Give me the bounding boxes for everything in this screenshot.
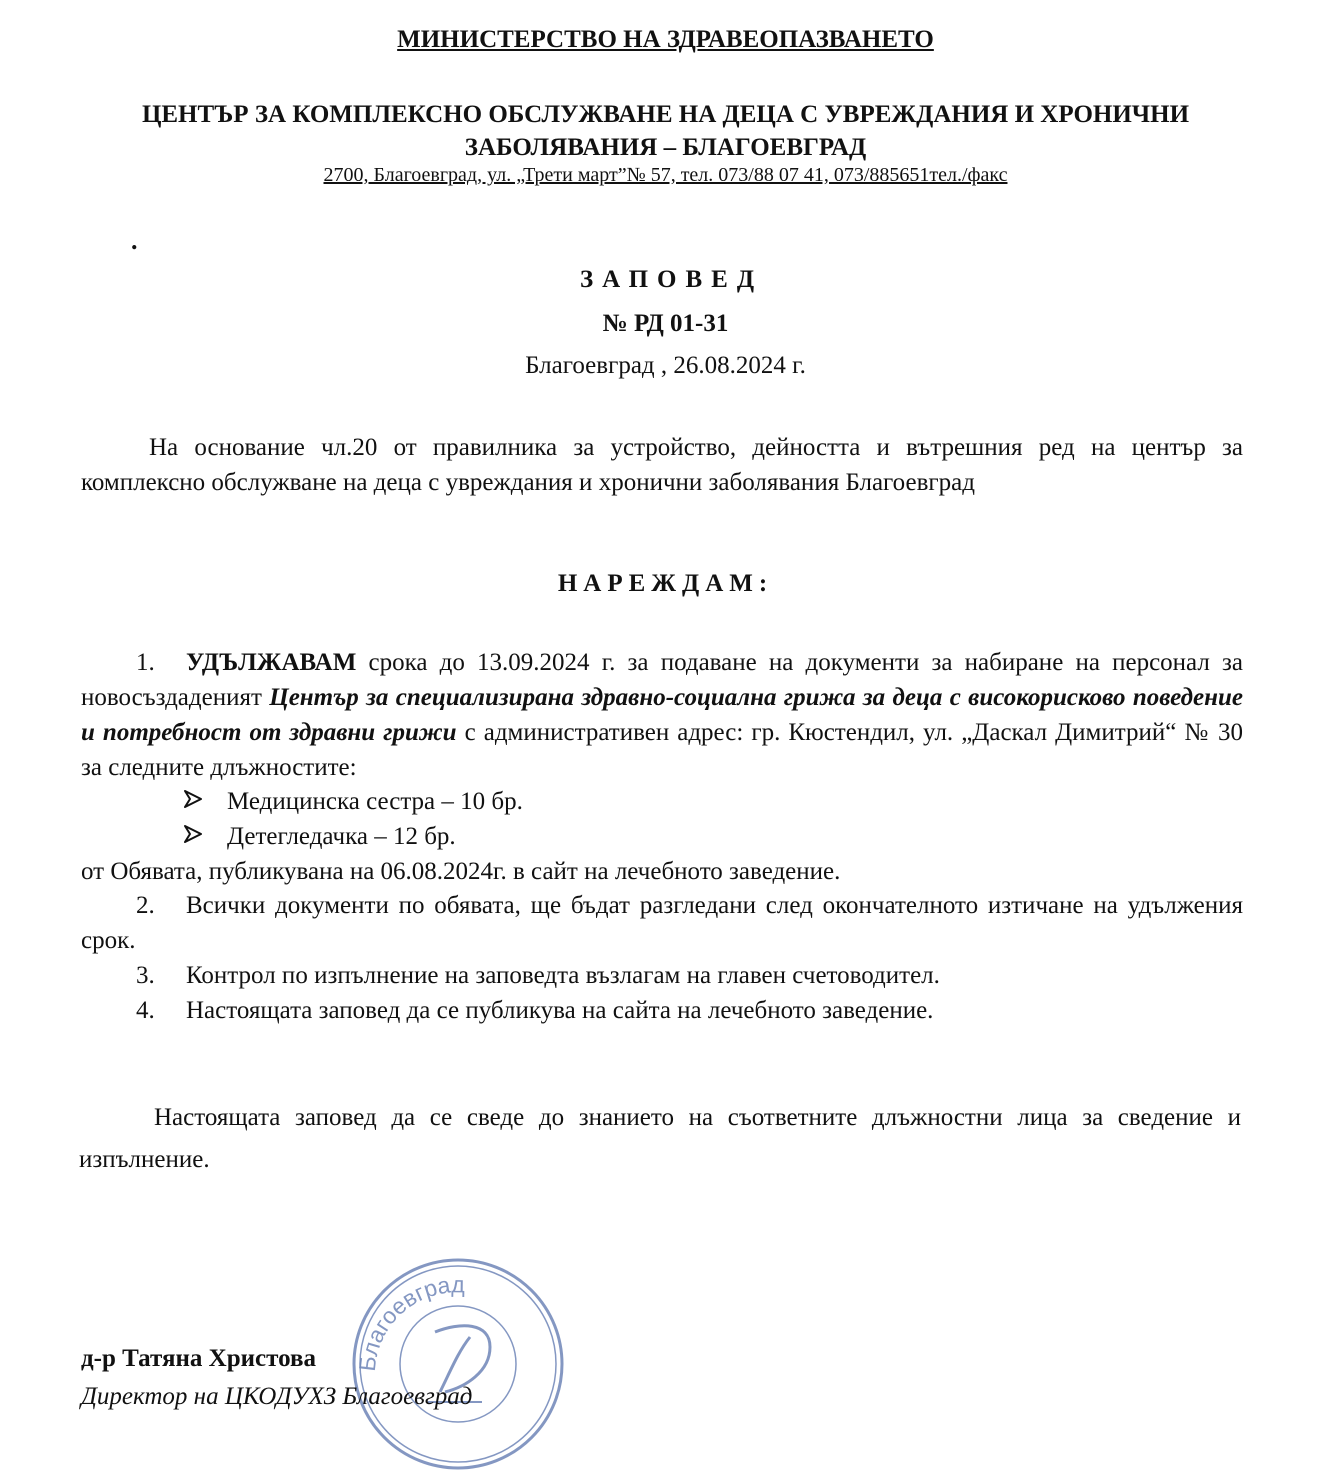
item-text: Настоящата заповед да се публикува на сайта на лечебното заведение. xyxy=(186,997,934,1024)
item-text: Контрол по изпълнение на заповедта възлагам на главен счетоводител. xyxy=(186,962,940,989)
order-item-2 xyxy=(81,888,1243,958)
center-name-heading xyxy=(0,98,1331,164)
center-name-line-2: ЗАБОЛЯВАНИЯ – БЛАГОЕВГРАД xyxy=(464,134,867,161)
address-line: 2700, Благоевград, ул. „Трети март”№ 57, тел. 073/88 07 41, 073/885651тел./факс xyxy=(323,164,1008,186)
item-text: срока до 13.09.2024 г. за подаване на документи за набиране на персонал за новосъздаденият xyxy=(81,649,1243,711)
order-item-1 xyxy=(81,645,1243,785)
item-verb: УДЪЛЖАВАМ xyxy=(186,649,357,676)
center-name-line-1: ЦЕНТЪР ЗА КОМПЛЕКСНО ОБСЛУЖВАНЕ НА ДЕЦА С УВРЕЖДАНИЯ И ХРОНИЧНИ xyxy=(141,101,1190,128)
order-item-3 xyxy=(81,958,1243,993)
publication-reference: от Обявата, публикувана на 06.08.2024г. в сайт на лечебното заведение. xyxy=(81,858,841,885)
stray-mark: . xyxy=(131,226,138,255)
signatory-title: Директор на ЦКОДУХЗ Благоевград xyxy=(81,1383,473,1410)
item-text: с административен адрес: гр. Кюстендил, ул. „Даскал Димитрий“ № 30 за следните длъжностите: xyxy=(81,719,1243,781)
order-item-4 xyxy=(81,993,1243,1028)
position-label: Медицинска сестра – 10 бр. xyxy=(227,788,523,815)
closing-paragraph: Настоящата заповед да се сведе до знанието на съответните длъжностни лица за сведение и изпълнение. xyxy=(79,1104,1241,1173)
item-number: 1. xyxy=(136,649,155,676)
decree-heading: НАРЕЖДАМ: xyxy=(557,570,774,597)
order-place-date: Благоевград , 26.08.2024 г. xyxy=(525,352,806,379)
arrow-bullet-icon xyxy=(183,784,227,819)
item-number: 4. xyxy=(136,997,155,1024)
legal-basis-paragraph: На основание чл.20 от правилника за устройство, дейността и вътрешния ред на център за комплексно обслужване на деца с увреждания и хронични заболявания Благоевград xyxy=(81,434,1243,496)
ministry-heading: МИНИСТЕРСТВО НА ЗДРАВЕОПАЗВАНЕТО xyxy=(397,26,934,53)
stamp-arc-text: Благоевград xyxy=(353,1271,465,1373)
order-title: ЗАПОВЕД xyxy=(579,266,764,293)
svg-text:Благоевград xyxy=(354,1271,466,1372)
position-label: Детегледачка – 12 бр. xyxy=(227,823,456,850)
official-stamp xyxy=(340,1252,570,1472)
item-number: 3. xyxy=(136,962,155,989)
signatory-name: д-р Татяна Христова xyxy=(81,1345,316,1372)
position-list-item xyxy=(183,784,523,819)
item-number: 2. xyxy=(136,892,155,919)
position-list-item xyxy=(183,819,456,854)
order-number: № РД 01-31 xyxy=(602,310,729,337)
new-center-name: Център за специализирана здравно-социална грижа за деца с високорисково поведение и потребност от здравни грижи xyxy=(81,684,1243,746)
item-text: Всички документи по обявата, ще бъдат разгледани след окончателното изтичане на удължения срок. xyxy=(81,892,1243,954)
arrow-bullet-icon xyxy=(183,819,227,854)
